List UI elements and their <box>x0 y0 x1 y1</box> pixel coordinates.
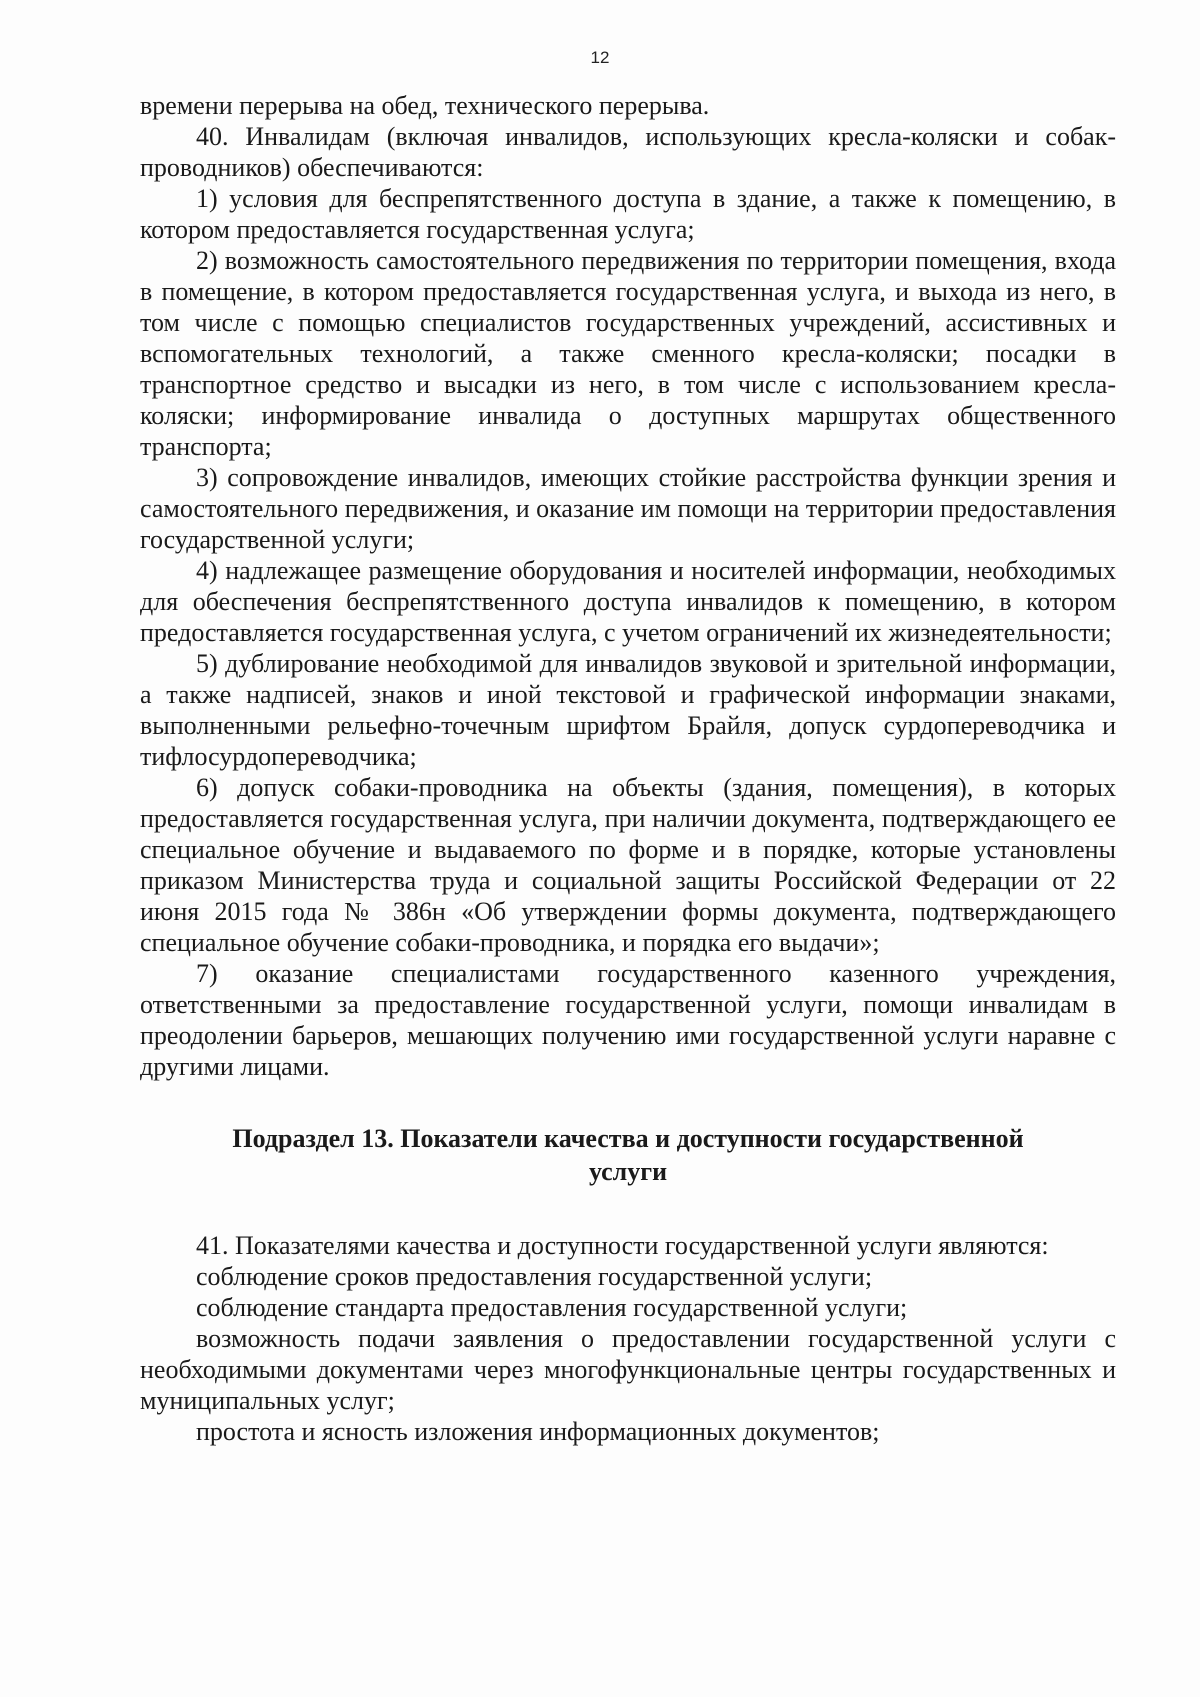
paragraph-indicator-1: соблюдение сроков предоставления государственной услуги; <box>196 1262 873 1291</box>
paragraph-subitem-4: 4) надлежащее размещение оборудования и носителей информации, необходимых для обеспечения беспрепятственного доступа инвалидов к помещению, в котором предоставляется государственная услуга, с учетом ограничений их жизнедеятельности; <box>140 556 1116 647</box>
page-number: 12 <box>590 48 610 67</box>
section-heading-line-2: услуги <box>588 1157 668 1186</box>
paragraph-subitem-2: 2) возможность самостоятельного передвижения по территории помещения, входа в помещение, в котором предоставляется государственная услуга, и выхода из него, в том числе с помощью специалистов государственных учреждений, ассистивных и вспомогательных технологий, а также сменного кресла-коляски; посадки в транспортное средство и высадки из него, в том числе с использованием кресла-коляски; информирование инвалида о доступных маршрутах общественного транспорта; <box>140 246 1116 461</box>
document-body <box>140 90 1116 1447</box>
paragraph-subitem-6: 6) допуск собаки-проводника на объекты (здания, помещения), в которых предоставляется государственная услуга, при наличии документа, подтверждающего ее специальное обучение и выдаваемого по форме и в порядке, которые установлены приказом Министерства труда и социальной защиты Российской Федерации от 22 июня 2015 года № 386н «Об утверждении формы документа, подтверждающего специальное обучение собаки-проводника, и порядка его выдачи»; <box>140 773 1116 957</box>
paragraph-indicator-2: соблюдение стандарта предоставления государственной услуги; <box>196 1293 908 1322</box>
paragraph-subitem-3: 3) сопровождение инвалидов, имеющих стойкие расстройства функции зрения и самостоятельного передвижения, и оказание им помощи на территории предоставления государственной услуги; <box>140 463 1116 554</box>
paragraph-subitem-1: 1) условия для беспрепятственного доступа в здание, а также к помещению, в котором предоставляется государственная услуга; <box>140 184 1116 244</box>
paragraph-indicator-3: возможность подачи заявления о предоставлении государственной услуги с необходимыми документами через многофункциональные центры государственных и муниципальных услуг; <box>140 1324 1116 1415</box>
section-heading-line-1: Подраздел 13. Показатели качества и доступности государственной <box>232 1124 1024 1153</box>
paragraph-subitem-7: 7) оказание специалистами государственного казенного учреждения, ответственными за предоставление государственной услуги, помощи инвалидам в преодолении барьеров, мешающих получению ими государственной услуги наравне с другими лицами. <box>140 959 1116 1081</box>
paragraph-subitem-5: 5) дублирование необходимой для инвалидов звуковой и зрительной информации, а также надписей, знаков и иной текстовой и графической информации знаками, выполненными рельефно-точечным шрифтом Брайля, допуск сурдопереводчика и тифлосурдопереводчика; <box>140 649 1116 771</box>
paragraph-continuation: времени перерыва на обед, технического перерыва. <box>140 91 710 120</box>
paragraph-item-41: 41. Показателями качества и доступности государственной услуги являются: <box>196 1231 1049 1260</box>
paragraph-item-40: 40. Инвалидам (включая инвалидов, использующих кресла-коляски и собак-проводников) обеспечиваются: <box>140 122 1116 182</box>
section-heading <box>140 1122 1116 1188</box>
paragraph-indicator-4: простота и ясность изложения информационных документов; <box>196 1417 880 1446</box>
